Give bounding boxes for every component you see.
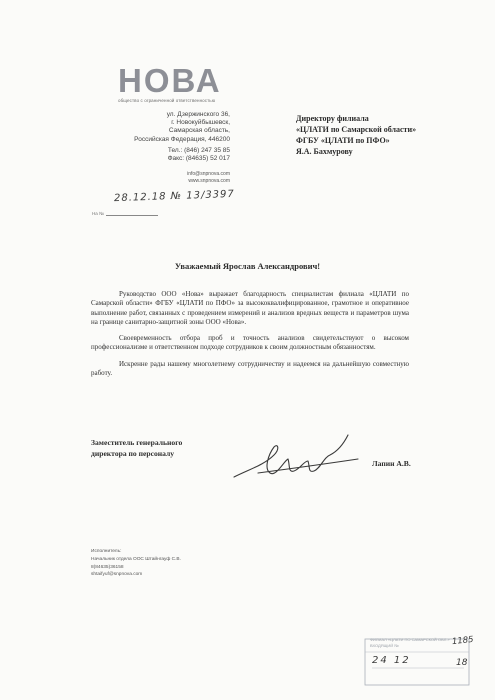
handwritten-signature: [228, 425, 368, 495]
body-paragraph: Искренне рады нашему многолетнему сотрудничеству и надеемся на дальнейшую совместную работу.: [91, 359, 409, 378]
address-line: Российская Федерация, 446200: [134, 135, 230, 143]
recipient-block: [296, 113, 416, 157]
reference-underline: [106, 215, 158, 216]
body-paragraph: Руководство ООО «Нова» выражает благодарность специалистам филиала «ЦЛАТИ по Самарской области» ФГБУ «ЦЛАТИ по ПФО» за высококвалифицированное, грамотное и оперативное выполнение работ, связанных с проведением измерений и анализов вредных веществ и параметров шума на границе санитарно-защитной зоны ООО «Нова».: [91, 290, 409, 326]
reference-field: [92, 211, 158, 216]
company-contacts: [132, 171, 230, 185]
executor-line: Начальник отдела ООС Штайнгауф С.В.: [91, 556, 181, 562]
stamp-line: ФИЛИАЛ «ЦЛАТИ ПО САМАРСКОЙ ОБЛ.»: [370, 637, 450, 642]
greeting: Уважаемый Ярослав Александрович!: [174, 261, 321, 271]
signer-title-line: директора по персоналу: [91, 449, 175, 458]
email-link[interactable]: info@snpnova.com: [187, 171, 230, 177]
company-logo: НОВА: [118, 62, 222, 99]
stamp-line: ВХОДЯЩИЙ №: [370, 643, 399, 648]
recipient-line: ФГБУ «ЦЛАТИ по ПФО»: [296, 136, 390, 145]
address-line: г. Новокуйбышевск,: [171, 119, 230, 127]
executor-block: [91, 548, 181, 579]
letter-body: [91, 290, 409, 385]
executor-line: 8(84635)36158: [91, 564, 124, 570]
incoming-stamp-label: [370, 637, 450, 649]
signer-title: [91, 437, 182, 459]
executor-line: Исполнитель:: [91, 549, 122, 554]
incoming-date: 24 12: [372, 655, 411, 666]
recipient-line: «ЦЛАТИ по Самарской области»: [296, 125, 417, 134]
company-legal-form: общество с ограниченной ответственностью: [118, 98, 216, 103]
fax: Факс: (84635) 52 017: [167, 155, 230, 163]
address-line: Самарская область,: [168, 127, 230, 135]
signer-title-line: Заместитель генерального: [91, 438, 183, 447]
incoming-year: 18: [456, 658, 468, 668]
incoming-number: 1185: [451, 634, 475, 648]
signer-name: Лапин А.В.: [372, 459, 411, 468]
phone: Тел.: (846) 247 35 85: [167, 146, 230, 154]
recipient-line: Директору филиала: [296, 114, 369, 123]
body-paragraph: Своевременность отбора проб и точность анализов свидетельствуют о высоком профессионализме и ответственном подходе сотрудников к своим должностным обязанностям.: [91, 334, 409, 352]
website-link[interactable]: www.snpnova.com: [188, 178, 230, 184]
executor-email[interactable]: shtaifyuf@snpnova.com: [91, 572, 143, 578]
address-line: ул. Дзержинского 36,: [166, 111, 230, 118]
recipient-line: Я.А. Бахмурову: [296, 147, 353, 156]
reference-label: На №: [92, 211, 104, 216]
company-address: [132, 111, 230, 163]
outgoing-reference-handwritten: 28.12.18 № 13/3397: [113, 188, 235, 205]
